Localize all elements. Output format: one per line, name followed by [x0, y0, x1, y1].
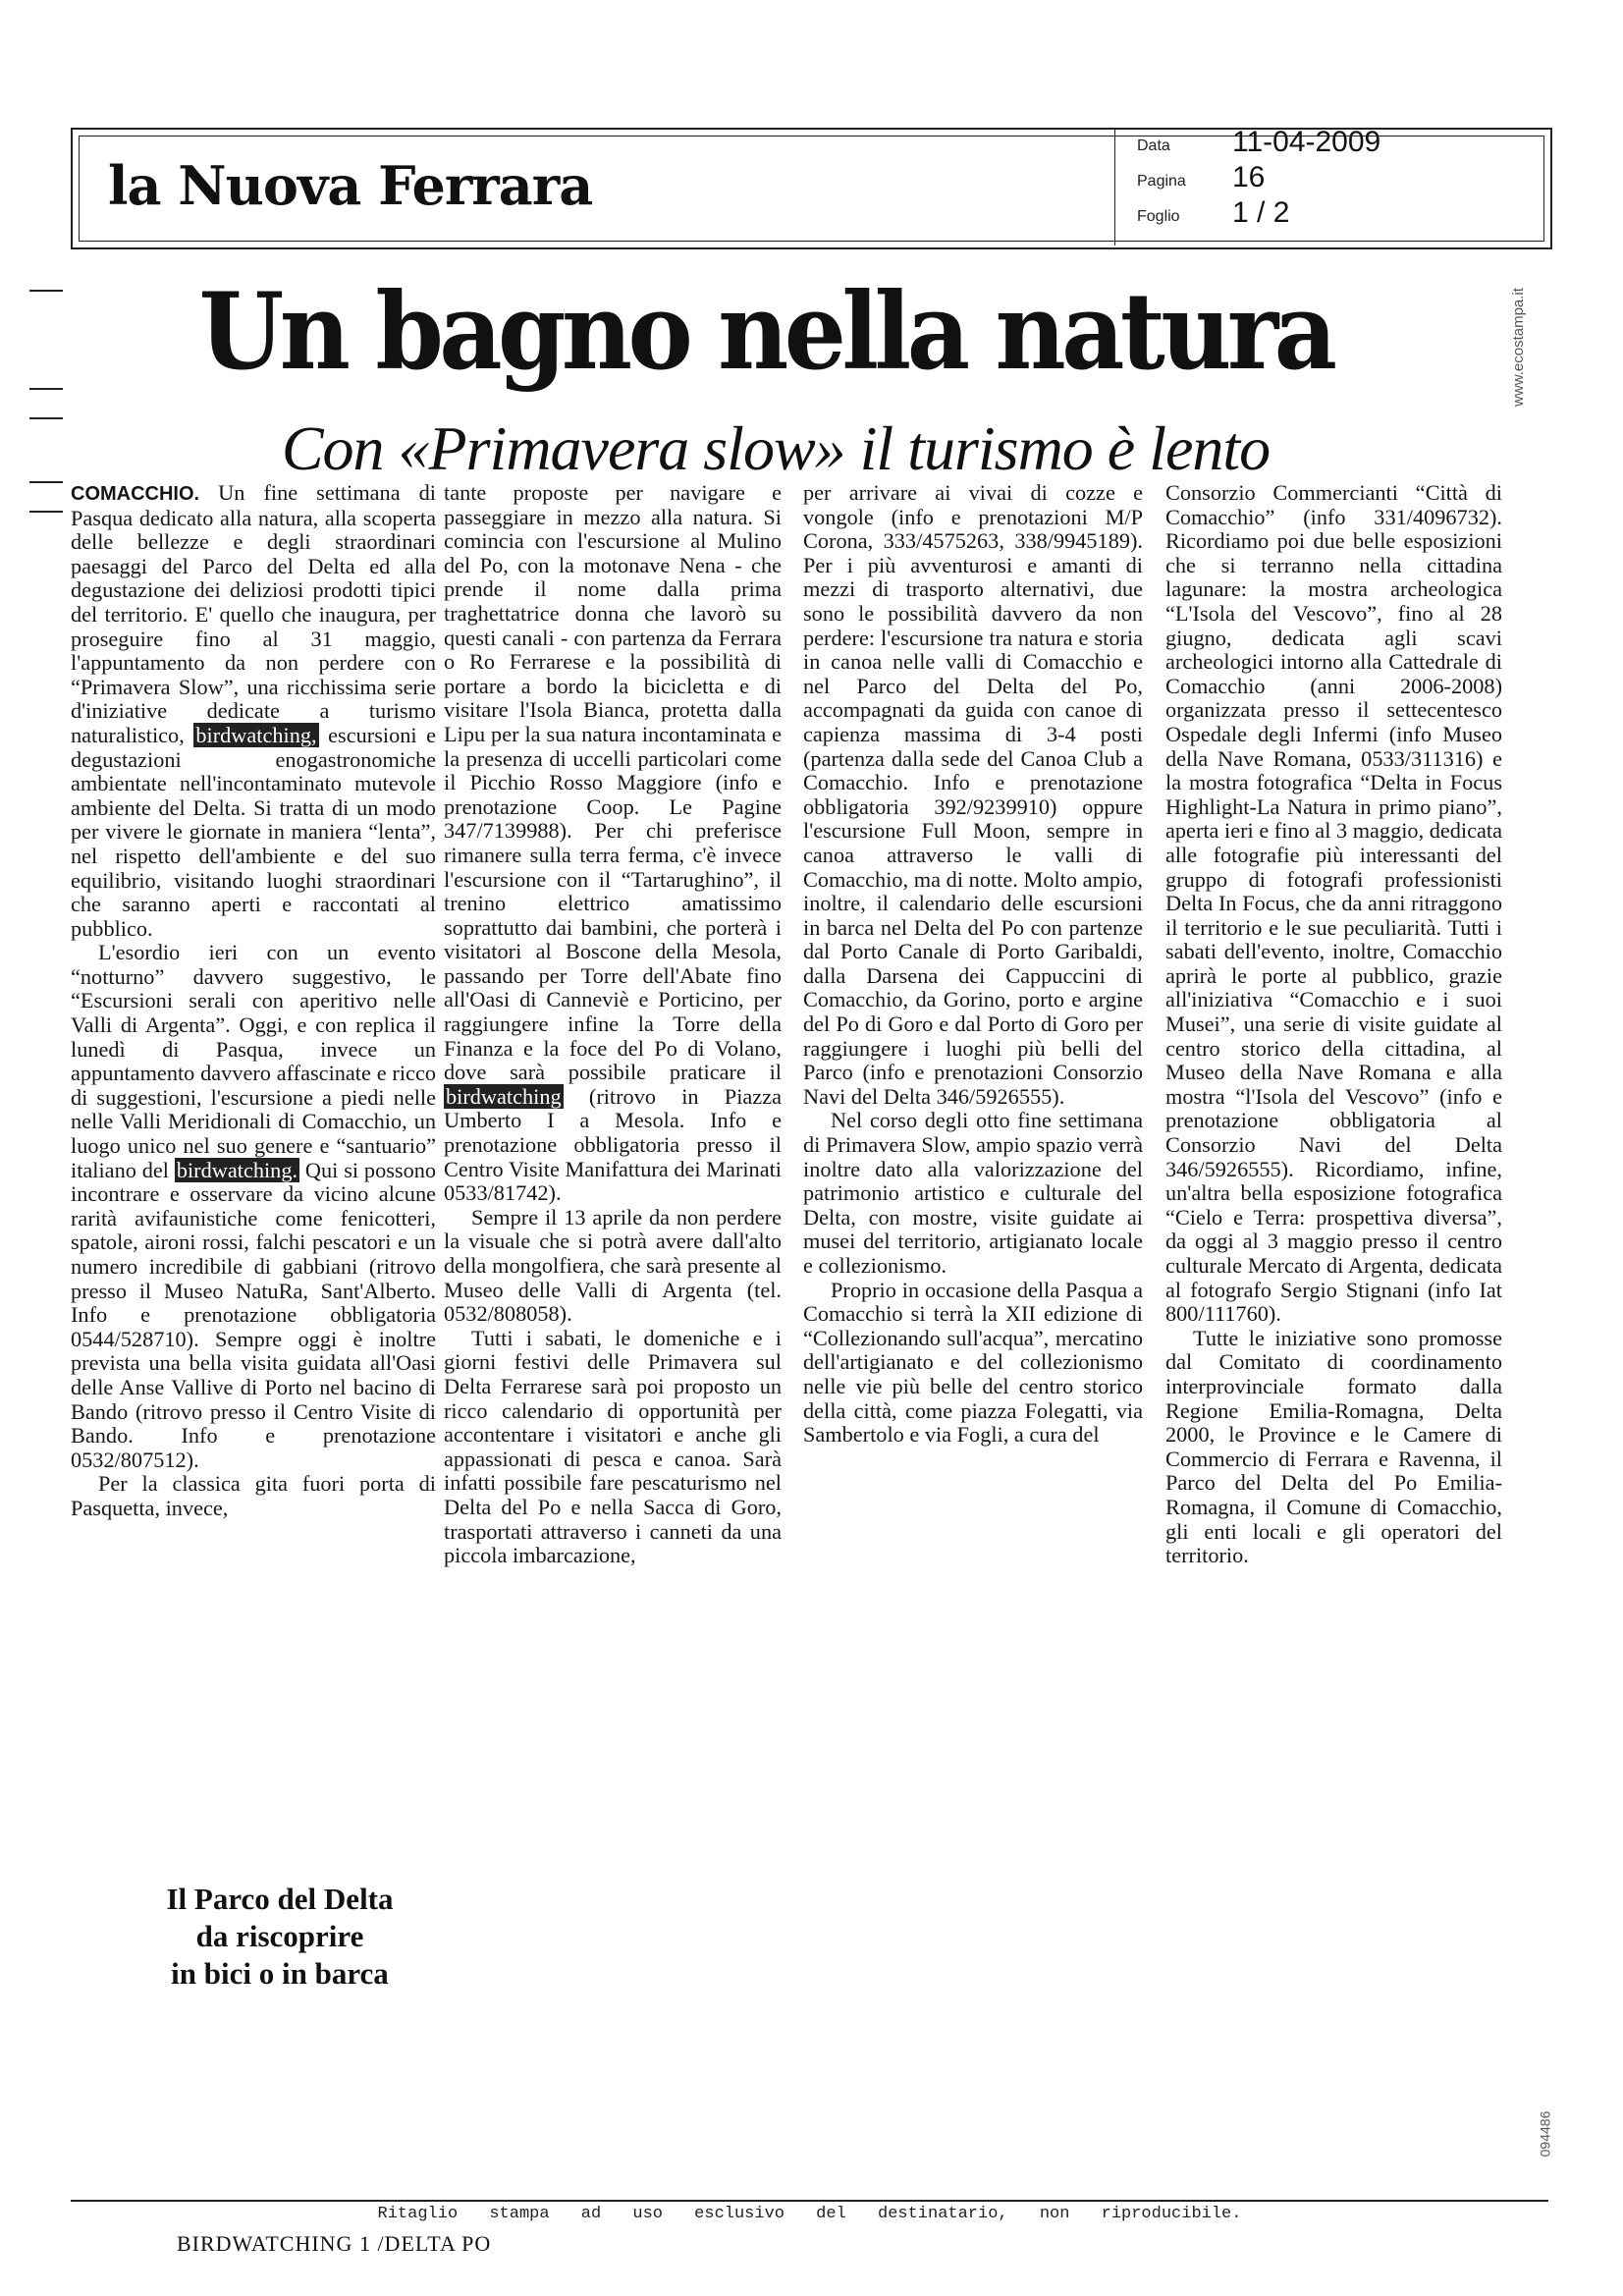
sidebar-line: in bici o in barca [171, 1956, 389, 1991]
margin-tick [29, 511, 63, 513]
paragraph: Nel corso degli otto fine settimana di Primavera Slow, ampio spazio verrà inoltre dato alla valorizzazione del patrimonio artistico e culturale del Delta, con mostre, visite guidate ai musei del territorio, artigianato locale e collezionismo. [803, 1108, 1143, 1278]
sidebar-caption [137, 1881, 422, 1993]
paragraph: Tutti i sabati, le domeniche e i giorni festivi delle Primavera sul Delta Ferrarese sarà poi proposto un ricco calendario di opportunità per accontentare i visitatori e anche gli appassionati di pesca e canoa. Sarà infatti possibile fare pescaturismo nel Delta del Po e nella Sacca di Goro, trasportati attraverso i canneti da una piccola imbarcazione, [444, 1325, 782, 1568]
footer-disclaimer: Ritaglio stampa ad uso esclusivo del destinatario, non riproducibile. [377, 2205, 1242, 2223]
paragraph: Sempre il 13 aprile da non perdere la visuale che si potrà avere dall'alto della mongolfiera, che sarà presente al Museo delle Valli di Argenta (tel. 0532/808058). [444, 1204, 782, 1327]
meta-value-foglio: 1 / 2 [1232, 196, 1290, 229]
footer-tag: BIRDWATCHING 1 /DELTA PO [177, 2231, 492, 2256]
article-column-4 [1165, 481, 1502, 1568]
meta-label-data: Data [1137, 137, 1170, 154]
paragraph: Per la classica gita fuori porta di Pasquetta, invece, [71, 1471, 436, 1520]
meta-value-data: 11-04-2009 [1232, 126, 1381, 158]
meta-value-pagina: 16 [1232, 161, 1266, 193]
paragraph: COMACCHIO. Un fine settimana di Pasqua dedicato alla natura, alla scoperta delle bellezze e degli straordinari paesaggi del Parco del Delta ed alla degustazione dei deliziosi prodotti tipici del territorio. E' quello che inaugura, per proseguire fino al 31 maggio, l'appuntamento da non perdere con “Primavera Slow”, una ricchissima serie d'iniziative dedicate a turismo naturalistico, birdwatching, escursioni e degustazioni enogastronomiche ambientate nell'incontaminato mutevole ambiente del Delta. Si tratta di un modo per vivere le giornate in maniera “lenta”, nel rispetto dell'ambiente e del suo equilibrio, visitando luoghi straordinari che saranno aperti e raccontati al pubblico. [71, 480, 437, 941]
article-headline: Un bagno nella natura [198, 270, 1333, 394]
sidebar-line: da riscoprire [195, 1919, 364, 1953]
meta-label-foglio: Foglio [1137, 208, 1180, 225]
article-column-1 [71, 481, 436, 1521]
article-column-2 [444, 481, 782, 1568]
paragraph: Tutte le iniziative sono promosse dal Comitato di coordinamento interprovinciale formato dalla Regione Emilia-Romagna, Delta 2000, le Province e le Camere di Commercio di Ferrara e Ravenna, il Parco del Delta del Po Emilia-Romagna, il Comune di Comacchio, gli enti locali e gli operatori del territorio. [1165, 1325, 1502, 1568]
paragraph: Consorzio Commercianti “Città di Comacchio” (info 331/4096732). Ricordiamo poi due belle esposizioni che si terranno nella cittadina lagunare: la mostra archeologica “L'Isola del Vescovo”, fino al 28 giugno, dedicata agli scavi archeologici intorno alla Cattedrale di Comacchio (anni 2006-2008) organizzata presso il settecentesco Ospedale degli Infermi (info Museo della Nave Romana, 0533/311316) e la mostra fotografica “Delta in Focus Highlight-La Natura in primo piano”, aperta ieri e fino al 3 maggio, dedicata alle fotografie più interessanti del gruppo di fotografi professionisti Delta In Focus, che da anni ritraggono il territorio e le sue peculiarità. Tutti i sabati dell'evento, inoltre, Comacchio aprirà le porte al pubblico, grazie all'iniziativa “Comacchio e i suoi Musei”, una serie di visite guidate al centro storico della cittadina, al Museo della Nave Romana e alla mostra “l'Isola del Vescovo” (info e prenotazione obbligatoria al Consorzio Navi del Delta 346/5926555). Ricordiamo, infine, un'altra bella esposizione fotografica “Cielo e Terra: prospettiva diversa”, da oggi al 3 maggio presso il centro culturale Mercato di Argenta, dedicata al fotografo Sergio Stignani (info Iat 800/111760). [1165, 480, 1502, 1327]
paragraph: tante proposte per navigare e passeggiare in mezzo alla natura. Si comincia con l'escursione al Mulino del Po, con la motonave Nena - che prende il nome dalla prima traghettatrice donna che lavorò su questi canali - con partenza da Ferrara o Ro Ferrarese e la possibilità di portare a bordo la bicicletta e di visitare l'Isola Bianca, protetta dalla Lipu per la sua natura incontaminata e la presenza di uccelli particolari come il Picchio Rosso Maggiore (info e prenotazione Coop. Le Pagine 347/7139988). Per chi preferisce rimanere sulla terra ferma, c'è invece l'escursione con il “Tartarughino”, il trenino elettrico amatissimo soprattutto dai bambini, che porterà i visitatori al Boscone della Mesola, passando per Torre dell'Abate fino all'Oasi di Canneviè e Porticino, per raggiungere infine la Torre della Finanza e la foce del Po di Volano, dove sarà possibile praticare il birdwatching (ritrovo in Piazza Umberto I a Mesola. Info e prenotazione obbligatoria presso il Centro Visite Manifattura dei Marinati 0533/81742). [444, 480, 782, 1206]
paragraph: Proprio in occasione della Pasqua a Comacchio si terrà la XII edizione di “Collezionando sull'acqua”, mercatino dell'artigianato e del collezionismo nelle vie più belle del centro storico della città, come piazza Folegatti, via Sambertolo e via Fogli, a cura del [803, 1277, 1143, 1448]
margin-url: www.ecostampa.it [1509, 288, 1527, 407]
masthead: la Nuova Ferrara [108, 154, 593, 217]
meta-divider [1114, 128, 1115, 246]
margin-tick [29, 481, 63, 483]
footer-rule [71, 2200, 1548, 2202]
margin-tick [29, 417, 63, 419]
margin-tick [29, 388, 63, 390]
paragraph: L'esordio ieri con un evento “notturno” davvero suggestivo, le “Escursioni serali con aperitivo nelle Valli di Argenta”. Oggi, e con replica il lunedì di Pasqua, invece un appuntamento davvero affascinate e ricco di suggestioni, l'escursione a piedi nelle nelle Valli Meridionali di Comacchio, un luogo unico nel suo genere e “santuario” italiano del birdwatching. Qui si possono incontrare e osservare da vicino alcune rarità avifaunistiche come fenicotteri, spatole, aironi rossi, falchi pescatori e un numero incredibile di gabbiani (ritrovo presso il Museo NatuRa, Sant'Alberto. Info e prenotazione obbligatoria 0544/528710). Sempre oggi è inoltre prevista una bella visita guidata all'Oasi delle Anse Vallive di Porto nel bacino di Bando (ritrovo presso il Centro Visite di Bando. Info e prenotazione 0532/807512). [71, 940, 437, 1472]
highlight-term: birdwatching [446, 1083, 562, 1109]
sidebar-line: Il Parco del Delta [166, 1882, 394, 1916]
article-column-3 [803, 481, 1143, 1448]
margin-code: 094486 [1537, 2110, 1553, 2158]
paragraph: per arrivare ai vivai di cozze e vongole (info e prenotazioni M/P Corona, 333/4575263, 338/9945189). Per i più avventurosi e amanti di mezzi di trasporto alternativi, due sono le possibilità davvero da non perdere: l'escursione tra natura e storia in canoa nelle valli di Comacchio e nel Parco del Delta del Po, accompagnati da guida con canoe di capienza massima di 3-4 posti (partenza dalla sede del Canoa Club a Comacchio. Info e prenotazione obbligatoria 392/9239910) oppure l'escursione Full Moon, sempre in canoa attraverso le valli di Comacchio, ma di notte. Molto ampio, inoltre, il calendario delle escursioni in barca nel Delta del Po con partenze dal Porto Canale di Porto Garibaldi, dalla Darsena dei Cappuccini di Comacchio, da Gorino, porto e argine del Po di Goro e dal Porto di Goro per raggiungere i luoghi più belli del Parco (info e prenotazioni Consorzio Navi del Delta 346/5926555). [803, 480, 1143, 1109]
article-subhead: Con «Primavera slow» il turismo è lento [281, 413, 1271, 483]
dateline: COMACCHIO. [71, 483, 200, 505]
margin-tick [29, 290, 63, 292]
highlight-term: birdwatching. [176, 1157, 298, 1182]
meta-label-pagina: Pagina [1137, 173, 1186, 190]
highlight-term: birdwatching, [195, 722, 317, 747]
